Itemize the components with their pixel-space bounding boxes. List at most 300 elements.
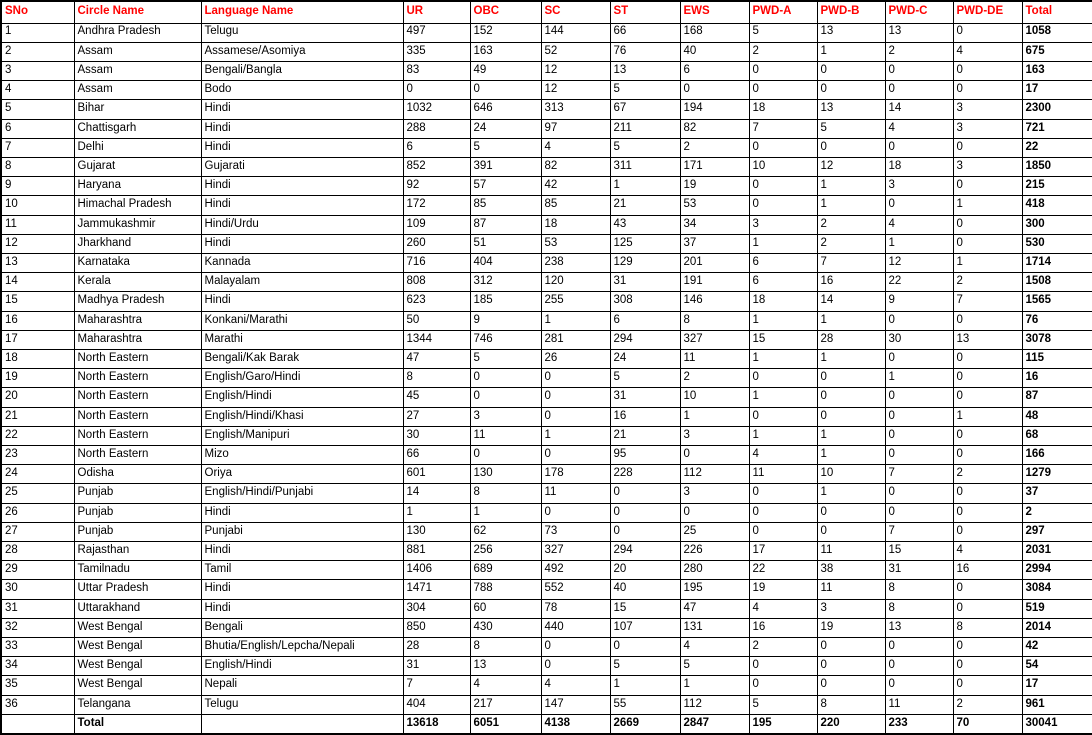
table-cell: 0	[953, 522, 1022, 541]
table-row	[1, 234, 1092, 253]
table-cell: 0	[953, 580, 1022, 599]
table-cell: 8	[885, 599, 953, 618]
table-cell: 25	[1, 484, 74, 503]
table-cell: 0	[953, 638, 1022, 657]
table-cell: North Eastern	[74, 369, 201, 388]
table-cell: 0	[470, 81, 541, 100]
total-row	[1, 714, 1092, 734]
table-cell: 519	[1022, 599, 1092, 618]
table-cell: 327	[680, 330, 749, 349]
header-row	[1, 1, 1092, 23]
table-cell: Tamil	[201, 561, 403, 580]
table-row	[1, 61, 1092, 80]
table-cell: 83	[403, 61, 470, 80]
table-cell: Bengali	[201, 618, 403, 637]
column-header-pwd-b: PWD-B	[817, 1, 885, 23]
table-row	[1, 177, 1092, 196]
table-cell: 0	[953, 349, 1022, 368]
table-row	[1, 407, 1092, 426]
table-cell: 24	[1, 465, 74, 484]
table-cell: 0	[953, 599, 1022, 618]
table-cell: Hindi	[201, 138, 403, 157]
table-cell: 3	[953, 100, 1022, 119]
table-cell: 260	[403, 234, 470, 253]
table-cell: Punjab	[74, 503, 201, 522]
table-cell: 2	[817, 215, 885, 234]
table-cell: 1344	[403, 330, 470, 349]
table-cell: 40	[610, 580, 680, 599]
table-cell: 440	[541, 618, 610, 637]
table-cell: 0	[403, 81, 470, 100]
table-cell: 0	[817, 638, 885, 657]
table-cell: 8	[1, 157, 74, 176]
table-cell: 0	[749, 369, 817, 388]
table-cell: 2300	[1022, 100, 1092, 119]
table-cell: 47	[403, 349, 470, 368]
table-row	[1, 311, 1092, 330]
table-cell: 497	[403, 23, 470, 42]
table-cell: Hindi	[201, 196, 403, 215]
table-cell: Uttarakhand	[74, 599, 201, 618]
table-cell: 0	[749, 196, 817, 215]
table-cell: 0	[953, 311, 1022, 330]
table-row	[1, 503, 1092, 522]
table-cell: 0	[541, 445, 610, 464]
table-cell: North Eastern	[74, 349, 201, 368]
table-cell: 391	[470, 157, 541, 176]
table-cell: 14	[403, 484, 470, 503]
table-cell: 7	[885, 465, 953, 484]
table-cell: Gujarat	[74, 157, 201, 176]
table-cell: 76	[1022, 311, 1092, 330]
table-cell: 4	[541, 676, 610, 695]
table-cell: West Bengal	[74, 676, 201, 695]
table-cell: 42	[1022, 638, 1092, 657]
table-cell: 0	[885, 407, 953, 426]
table-cell: 0	[749, 676, 817, 695]
table-cell: 43	[610, 215, 680, 234]
table-cell: Mizo	[201, 445, 403, 464]
table-cell: 418	[1022, 196, 1092, 215]
table-cell: 1	[470, 503, 541, 522]
table-row	[1, 561, 1092, 580]
table-cell: 0	[749, 138, 817, 157]
table-cell: Bengali/Kak Barak	[201, 349, 403, 368]
table-cell: 0	[885, 638, 953, 657]
table-cell: 3	[817, 599, 885, 618]
total-cell	[201, 714, 403, 734]
table-cell: 11	[817, 580, 885, 599]
table-cell: Chattisgarh	[74, 119, 201, 138]
table-cell: 3	[749, 215, 817, 234]
table-cell: 1	[749, 426, 817, 445]
table-cell: 0	[885, 196, 953, 215]
table-cell: 12	[1, 234, 74, 253]
table-cell: 5	[817, 119, 885, 138]
column-header-sno: SNo	[1, 1, 74, 23]
table-cell: 8	[680, 311, 749, 330]
column-header-pwd-c: PWD-C	[885, 1, 953, 23]
table-cell: 191	[680, 273, 749, 292]
table-cell: 0	[885, 311, 953, 330]
table-cell: 14	[885, 100, 953, 119]
table-cell: 7	[1, 138, 74, 157]
table-cell: 601	[403, 465, 470, 484]
table-cell: 24	[470, 119, 541, 138]
table-cell: 42	[541, 177, 610, 196]
table-row	[1, 618, 1092, 637]
table-cell: 10	[680, 388, 749, 407]
table-cell: Bhutia/English/Lepcha/Nepali	[201, 638, 403, 657]
table-cell: 18	[541, 215, 610, 234]
table-cell: 2	[953, 695, 1022, 714]
table-cell: 0	[885, 388, 953, 407]
table-cell: 0	[610, 638, 680, 657]
table-cell: 1	[817, 484, 885, 503]
table-cell: 238	[541, 253, 610, 272]
table-cell: 32	[1, 618, 74, 637]
table-cell: 35	[1, 676, 74, 695]
table-cell: 13	[953, 330, 1022, 349]
table-cell: 8	[817, 695, 885, 714]
table-row	[1, 426, 1092, 445]
column-header-total: Total	[1022, 1, 1092, 23]
table-cell: 4	[749, 599, 817, 618]
table-row	[1, 484, 1092, 503]
table-cell: 40	[680, 42, 749, 61]
table-cell: 8	[470, 638, 541, 657]
table-cell: 217	[470, 695, 541, 714]
table-cell: Nepali	[201, 676, 403, 695]
table-cell: 0	[953, 484, 1022, 503]
table-cell: 404	[470, 253, 541, 272]
table-cell: 3	[680, 426, 749, 445]
table-cell: 1406	[403, 561, 470, 580]
table-cell: 0	[817, 61, 885, 80]
table-cell: 51	[470, 234, 541, 253]
table-cell: 5	[610, 81, 680, 100]
table-cell: 300	[1022, 215, 1092, 234]
table-cell: 95	[610, 445, 680, 464]
table-cell: 1	[817, 177, 885, 196]
table-cell: Delhi	[74, 138, 201, 157]
table-cell: 66	[403, 445, 470, 464]
table-cell: 131	[680, 618, 749, 637]
table-cell: North Eastern	[74, 407, 201, 426]
table-cell: Hindi	[201, 292, 403, 311]
table-cell: 1058	[1022, 23, 1092, 42]
table-cell: 5	[1, 100, 74, 119]
total-cell: 2847	[680, 714, 749, 734]
table-cell: Maharashtra	[74, 330, 201, 349]
table-cell: 82	[680, 119, 749, 138]
table-cell: Hindi	[201, 100, 403, 119]
table-cell: 1	[817, 311, 885, 330]
table-cell: 17	[1, 330, 74, 349]
table-cell: 2	[680, 138, 749, 157]
table-row	[1, 541, 1092, 560]
table-cell: Bodo	[201, 81, 403, 100]
table-cell: 19	[1, 369, 74, 388]
table-cell: 24	[610, 349, 680, 368]
table-cell: 297	[1022, 522, 1092, 541]
table-cell: West Bengal	[74, 618, 201, 637]
table-cell: 3	[680, 484, 749, 503]
table-cell: 0	[541, 407, 610, 426]
table-cell: 0	[953, 503, 1022, 522]
table-cell: 0	[953, 138, 1022, 157]
table-cell: 2031	[1022, 541, 1092, 560]
table-cell: 1	[817, 426, 885, 445]
table-cell: 0	[817, 657, 885, 676]
table-cell: 0	[953, 81, 1022, 100]
table-cell: 0	[749, 81, 817, 100]
table-cell: 0	[470, 369, 541, 388]
total-cell: 233	[885, 714, 953, 734]
table-cell: 31	[610, 388, 680, 407]
table-cell: 294	[610, 541, 680, 560]
table-cell: 22	[1022, 138, 1092, 157]
table-cell: 18	[749, 292, 817, 311]
table-cell: 1	[817, 196, 885, 215]
table-cell: 22	[885, 273, 953, 292]
table-cell: 0	[953, 234, 1022, 253]
table-cell: Hindi	[201, 234, 403, 253]
table-cell: 1032	[403, 100, 470, 119]
table-cell: 0	[953, 215, 1022, 234]
table-cell: 12	[541, 61, 610, 80]
table-cell: 19	[749, 580, 817, 599]
table-cell: Jharkhand	[74, 234, 201, 253]
table-cell: 1	[403, 503, 470, 522]
table-cell: 1	[541, 426, 610, 445]
table-cell: 0	[885, 426, 953, 445]
table-cell: 163	[470, 42, 541, 61]
table-cell: 30	[885, 330, 953, 349]
table-cell: 0	[953, 426, 1022, 445]
table-cell: 850	[403, 618, 470, 637]
table-cell: 0	[541, 369, 610, 388]
table-cell: 4	[470, 676, 541, 695]
table-cell: 4	[1, 81, 74, 100]
table-cell: 14	[817, 292, 885, 311]
table-cell: 6	[749, 253, 817, 272]
table-cell: 15	[749, 330, 817, 349]
table-cell: 11	[885, 695, 953, 714]
table-row	[1, 138, 1092, 157]
table-cell: 788	[470, 580, 541, 599]
table-cell: 1471	[403, 580, 470, 599]
table-cell: 0	[610, 484, 680, 503]
table-cell: 0	[885, 349, 953, 368]
table-cell: 4	[541, 138, 610, 157]
table-cell: 0	[953, 61, 1022, 80]
table-cell: 2	[749, 42, 817, 61]
table-cell: 0	[541, 388, 610, 407]
table-cell: Hindi	[201, 177, 403, 196]
table-cell: 85	[541, 196, 610, 215]
table-cell: 10	[1, 196, 74, 215]
table-cell: Jammukashmir	[74, 215, 201, 234]
table-cell: 25	[680, 522, 749, 541]
table-cell: 7	[885, 522, 953, 541]
table-cell: 112	[680, 695, 749, 714]
table-row	[1, 522, 1092, 541]
table-cell: 144	[541, 23, 610, 42]
table-cell: 146	[680, 292, 749, 311]
table-cell: 115	[1022, 349, 1092, 368]
table-cell: Madhya Pradesh	[74, 292, 201, 311]
table-cell: 0	[541, 657, 610, 676]
table-cell: 13	[817, 23, 885, 42]
table-cell: 31	[610, 273, 680, 292]
table-cell: Gujarati	[201, 157, 403, 176]
table-cell: 0	[680, 503, 749, 522]
table-cell: 47	[680, 599, 749, 618]
table-cell: 28	[817, 330, 885, 349]
table-cell: 62	[470, 522, 541, 541]
table-cell: 0	[541, 638, 610, 657]
column-header-st: ST	[610, 1, 680, 23]
total-cell: 13618	[403, 714, 470, 734]
table-cell: 0	[817, 388, 885, 407]
table-cell: 11	[749, 465, 817, 484]
table-cell: 255	[541, 292, 610, 311]
table-cell: 0	[610, 522, 680, 541]
table-cell: 280	[680, 561, 749, 580]
table-cell: 0	[470, 445, 541, 464]
table-cell: 60	[470, 599, 541, 618]
table-cell: 34	[680, 215, 749, 234]
table-cell: 11	[1, 215, 74, 234]
table-cell: 0	[749, 657, 817, 676]
table-cell: 8	[953, 618, 1022, 637]
column-header-obc: OBC	[470, 1, 541, 23]
table-cell: 327	[541, 541, 610, 560]
table-cell: 10	[749, 157, 817, 176]
table-row	[1, 196, 1092, 215]
table-cell: 3	[885, 177, 953, 196]
table-cell: 0	[749, 407, 817, 426]
table-cell: 19	[817, 618, 885, 637]
table-cell: 55	[610, 695, 680, 714]
table-cell: 0	[610, 503, 680, 522]
table-cell: 50	[403, 311, 470, 330]
table-cell: 5	[749, 695, 817, 714]
table-cell: 6	[680, 61, 749, 80]
table-cell: 646	[470, 100, 541, 119]
table-cell: 9	[470, 311, 541, 330]
table-cell: 304	[403, 599, 470, 618]
table-cell: 11	[541, 484, 610, 503]
table-cell: 0	[817, 138, 885, 157]
table-cell: 0	[885, 657, 953, 676]
table-cell: 120	[541, 273, 610, 292]
table-cell: 0	[953, 445, 1022, 464]
table-cell: 12	[541, 81, 610, 100]
table-cell: 76	[610, 42, 680, 61]
table-cell: 15	[1, 292, 74, 311]
table-cell: 168	[680, 23, 749, 42]
table-cell: 5	[610, 138, 680, 157]
table-cell: 5	[470, 349, 541, 368]
table-row	[1, 157, 1092, 176]
table-cell: English/Garo/Hindi	[201, 369, 403, 388]
table-cell: 0	[817, 676, 885, 695]
table-cell: 5	[610, 657, 680, 676]
table-cell: 0	[885, 445, 953, 464]
table-cell: 226	[680, 541, 749, 560]
table-cell: 12	[817, 157, 885, 176]
table-cell: 22	[1, 426, 74, 445]
table-cell: 1	[680, 407, 749, 426]
table-cell: 78	[541, 599, 610, 618]
table-cell: 6	[1, 119, 74, 138]
table-cell: 195	[680, 580, 749, 599]
table-cell: 211	[610, 119, 680, 138]
table-cell: 0	[749, 61, 817, 80]
table-cell: 16	[610, 407, 680, 426]
table-cell: 129	[610, 253, 680, 272]
table-cell: 313	[541, 100, 610, 119]
table-cell: 312	[470, 273, 541, 292]
table-cell: Punjabi	[201, 522, 403, 541]
table-cell: 0	[470, 388, 541, 407]
table-cell: Malayalam	[201, 273, 403, 292]
total-cell: 70	[953, 714, 1022, 734]
table-cell: 1	[885, 234, 953, 253]
table-cell: 0	[953, 177, 1022, 196]
table-cell: 0	[953, 369, 1022, 388]
table-row	[1, 100, 1092, 119]
table-cell: 163	[1022, 61, 1092, 80]
table-row	[1, 465, 1092, 484]
table-cell: 3	[1, 61, 74, 80]
table-cell: 15	[610, 599, 680, 618]
table-cell: 430	[470, 618, 541, 637]
table-cell: 5	[470, 138, 541, 157]
table-cell: 1	[541, 311, 610, 330]
table-row	[1, 42, 1092, 61]
table-cell: 171	[680, 157, 749, 176]
table-cell: 1	[885, 369, 953, 388]
table-cell: 18	[885, 157, 953, 176]
table-cell: 4	[885, 119, 953, 138]
table-cell: West Bengal	[74, 638, 201, 657]
table-cell: Punjab	[74, 522, 201, 541]
table-cell: 1714	[1022, 253, 1092, 272]
table-cell: 3078	[1022, 330, 1092, 349]
table-cell: 0	[817, 81, 885, 100]
table-cell: 16	[749, 618, 817, 637]
table-cell: 308	[610, 292, 680, 311]
table-cell: 12	[885, 253, 953, 272]
table-cell: 1279	[1022, 465, 1092, 484]
column-header-ur: UR	[403, 1, 470, 23]
column-header-pwd-de: PWD-DE	[953, 1, 1022, 23]
table-cell: 26	[541, 349, 610, 368]
table-cell: 0	[885, 138, 953, 157]
table-cell: 3	[953, 119, 1022, 138]
table-cell: 0	[885, 503, 953, 522]
table-cell: 1	[749, 388, 817, 407]
table-cell: 201	[680, 253, 749, 272]
table-row	[1, 638, 1092, 657]
table-cell: 17	[749, 541, 817, 560]
table-cell: Assamese/Asomiya	[201, 42, 403, 61]
table-cell: 0	[680, 445, 749, 464]
table-cell: 5	[749, 23, 817, 42]
